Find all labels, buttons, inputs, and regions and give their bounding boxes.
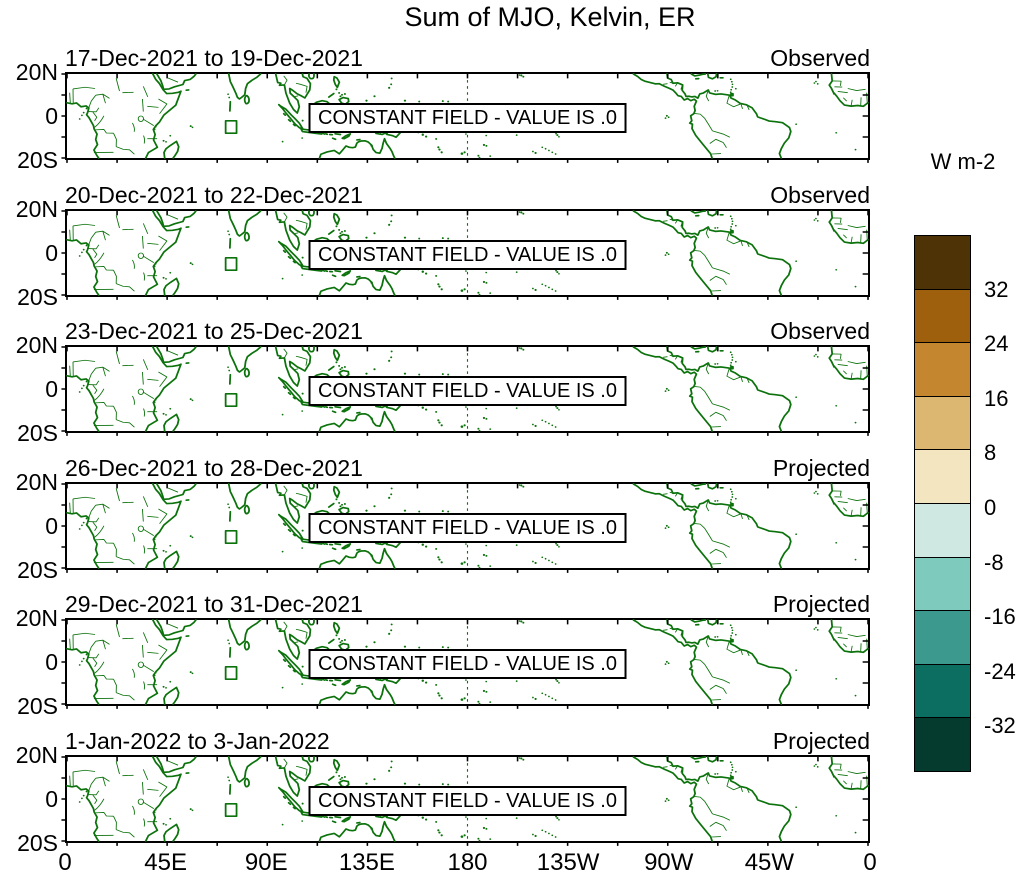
panel-header bbox=[65, 455, 870, 482]
map-panel bbox=[0, 727, 905, 856]
lat-tick-label-20s: 20S bbox=[17, 420, 58, 446]
panel-date-range: 29-Dec-2021 to 31-Dec-2021 bbox=[65, 591, 363, 617]
panel-header bbox=[65, 318, 870, 345]
map-panel bbox=[0, 591, 905, 719]
colorbar-tick-label: 0 bbox=[984, 495, 997, 520]
lat-tick-label-20n: 20N bbox=[15, 332, 58, 358]
colorbar-tick-label: 8 bbox=[984, 440, 997, 466]
map-area bbox=[65, 209, 870, 297]
panel-date-range: 1-Jan-2022 to 3-Jan-2022 bbox=[65, 727, 330, 754]
lat-tick-label-20n: 20N bbox=[15, 741, 58, 768]
colorbar-tick-label: 32 bbox=[984, 276, 1009, 302]
figure-title: Sum of MJO, Kelvin, ER bbox=[404, 2, 696, 32]
lat-tick-label-20s: 20S bbox=[17, 829, 58, 856]
lat-tick-label-0: 0 bbox=[45, 649, 58, 675]
lat-tick-label-20s: 20S bbox=[17, 283, 58, 310]
lat-tick-label-20n: 20N bbox=[15, 468, 58, 495]
lat-tick-label-0: 0 bbox=[45, 376, 58, 402]
lon-tick-label: 135W bbox=[536, 849, 600, 876]
lat-tick-label-20n: 20N bbox=[15, 59, 58, 85]
colorbar-segment bbox=[914, 664, 971, 719]
map-area bbox=[65, 482, 870, 570]
constant-field-note: CONSTANT FIELD - VALUE IS .0 bbox=[308, 649, 627, 679]
lon-tick-label: 90W bbox=[644, 849, 694, 876]
map-area bbox=[65, 345, 870, 433]
panel-status-label: Projected bbox=[772, 591, 870, 617]
colorbar-tick-label: -24 bbox=[984, 658, 1016, 684]
colorbar-segment bbox=[914, 289, 971, 344]
colorbar-segment bbox=[914, 342, 971, 397]
panel-status-label: Observed bbox=[770, 318, 870, 344]
colorbar-tick-label: -16 bbox=[984, 604, 1016, 630]
longitude-axis bbox=[0, 849, 1021, 879]
panel-date-range: 20-Dec-2021 to 22-Dec-2021 bbox=[65, 181, 363, 208]
lon-tick-label: 45E bbox=[144, 849, 187, 876]
lat-tick-label-20n: 20N bbox=[15, 195, 58, 222]
panel-header bbox=[65, 45, 870, 72]
lon-tick-label: 45W bbox=[744, 849, 795, 876]
map-area bbox=[65, 618, 870, 706]
lat-tick-label-0: 0 bbox=[45, 512, 58, 539]
lat-tick-label-20s: 20S bbox=[17, 147, 58, 173]
colorbar-segment bbox=[914, 557, 971, 612]
colorbar-tick-label: -32 bbox=[984, 713, 1016, 739]
panel-header bbox=[65, 728, 870, 755]
panel-status-label: Observed bbox=[770, 45, 870, 71]
map-panel bbox=[0, 45, 905, 173]
panel-status-label: Projected bbox=[772, 727, 870, 754]
constant-field-note: CONSTANT FIELD - VALUE IS .0 bbox=[308, 513, 627, 543]
lat-tick-label-0: 0 bbox=[45, 239, 58, 266]
lon-tick-label: 0 bbox=[58, 849, 72, 876]
lat-tick-label-20s: 20S bbox=[17, 693, 58, 719]
lat-tick-label-0: 0 bbox=[45, 103, 58, 129]
constant-field-note: CONSTANT FIELD - VALUE IS .0 bbox=[308, 376, 627, 406]
constant-field-note: CONSTANT FIELD - VALUE IS .0 bbox=[308, 103, 627, 133]
panel-status-label: Projected bbox=[772, 454, 870, 481]
map-panel bbox=[0, 454, 905, 583]
colorbar-units-label: W m-2 bbox=[930, 149, 996, 174]
map-area bbox=[65, 755, 870, 843]
lon-tick-label: 90E bbox=[244, 849, 288, 876]
colorbar-segment bbox=[914, 610, 971, 665]
lon-tick-label: 180 bbox=[447, 849, 488, 876]
colorbar bbox=[914, 235, 971, 772]
lat-tick-label-20s: 20S bbox=[17, 556, 58, 583]
colorbar-segment bbox=[914, 449, 971, 504]
panel-status-label: Observed bbox=[770, 181, 870, 208]
lon-tick-label: 135E bbox=[338, 849, 395, 876]
lon-tick-label: 0 bbox=[863, 849, 877, 876]
colorbar-segment bbox=[914, 396, 971, 451]
panel-header bbox=[65, 591, 870, 618]
map-panel bbox=[0, 181, 905, 310]
colorbar-segment bbox=[914, 503, 971, 558]
panel-date-range: 17-Dec-2021 to 19-Dec-2021 bbox=[65, 45, 363, 71]
colorbar-tick-label: 24 bbox=[984, 331, 1009, 357]
map-panel bbox=[0, 318, 905, 446]
lat-tick-label-20n: 20N bbox=[15, 605, 58, 631]
colorbar-tick-label: -8 bbox=[984, 549, 1004, 575]
panel-stack bbox=[0, 45, 1021, 864]
panel-date-range: 26-Dec-2021 to 28-Dec-2021 bbox=[65, 454, 363, 481]
colorbar-segment bbox=[914, 235, 971, 290]
constant-field-note: CONSTANT FIELD - VALUE IS .0 bbox=[308, 786, 627, 816]
constant-field-note: CONSTANT FIELD - VALUE IS .0 bbox=[308, 240, 627, 270]
colorbar-tick-label: 16 bbox=[984, 385, 1009, 411]
map-area bbox=[65, 72, 870, 160]
panel-date-range: 23-Dec-2021 to 25-Dec-2021 bbox=[65, 318, 363, 344]
lat-tick-label-0: 0 bbox=[45, 785, 58, 812]
panel-header bbox=[65, 182, 870, 209]
colorbar-segment bbox=[914, 717, 971, 772]
